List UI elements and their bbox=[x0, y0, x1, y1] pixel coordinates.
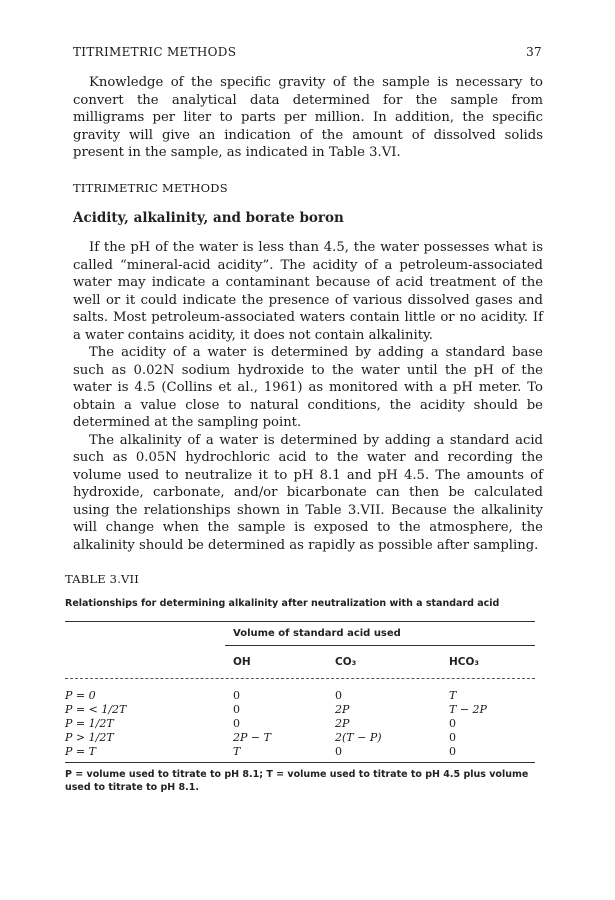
table-cell-hco3: 0 bbox=[449, 745, 456, 758]
section-heading: TITRIMETRIC METHODS bbox=[73, 181, 228, 195]
table-cell-co3: 0 bbox=[335, 689, 342, 702]
paragraph: The acidity of a water is determined by adding a standard base such as 0.02N sodium hydroxide to the water until the pH of the water is 4.5 (Collins et al., 1961) as monitored with a pH meter. To obtain a value close to natural conditions, the acidity should be determined at the sampling point. bbox=[73, 345, 543, 430]
table-cell-oh: 2P − T bbox=[233, 731, 271, 744]
paragraph: The alkalinity of a water is determined by adding a standard acid such as 0.05N hydrochloric acid to the water and recording the volume used to neutralize it to pH 8.1 and pH 4.5. The amounts of hydroxide, carbonate, and/or bicarbonate can then be calculated using the relationships shown in Table 3.VII. Because the alkalinity will change when the sample is exposed to the atmosphere, the alkalinity should be determined as rapidly as possible after sampling. bbox=[73, 432, 543, 553]
table-cell-hco3: T bbox=[449, 689, 457, 702]
table-footnote: P = volume used to titrate to pH 8.1; T = volume used to titrate to pH 4.5 plus volume used to titrate to pH 8.1. bbox=[65, 769, 529, 793]
subsection-heading: Acidity, alkalinity, and borate boron bbox=[73, 210, 344, 226]
running-head-title: TITRIMETRIC METHODS bbox=[73, 45, 237, 59]
column-header-hco3: HCO₃ bbox=[449, 656, 480, 668]
spanner-rule bbox=[225, 645, 535, 646]
table-cell-oh: 0 bbox=[233, 703, 240, 716]
table-label: TABLE 3.VII bbox=[65, 572, 140, 586]
paragraph: If the pH of the water is less than 4.5, the water possesses what is called “mineral-acid acidity”. The acidity of a petroleum-associated water may indicate a contaminant because of acid treatment of the well or it could indicate the presence of various dissolved gases and salts. Most petroleum-associated waters contain little or no acidity. If a water contains acidity, it does not contain alkalinity. bbox=[73, 240, 543, 343]
intro-section bbox=[73, 74, 543, 162]
column-header-co3: CO₃ bbox=[335, 656, 357, 668]
table-cell-hco3: T − 2P bbox=[449, 703, 487, 716]
table-cell-condition: P > 1/2T bbox=[65, 731, 114, 744]
table-cell-hco3: 0 bbox=[449, 731, 456, 744]
table-cell-condition: P = T bbox=[65, 745, 96, 758]
intro-paragraph: Knowledge of the specific gravity of the sample is necessary to convert the analytical data determined for the sample from milligrams per liter to parts per million. In addition, the specific gravity will give an indication of the amount of dissolved solids present in the sample, as indicated in Table 3.VI. bbox=[73, 75, 543, 160]
page-number: 37 bbox=[526, 45, 542, 59]
table-cell-condition: P = 0 bbox=[65, 689, 96, 702]
table-cell-oh: 0 bbox=[233, 689, 240, 702]
table-bottom-rule bbox=[65, 762, 535, 763]
table-cell-co3: 2P bbox=[335, 703, 350, 716]
table-cell-co3: 0 bbox=[335, 745, 342, 758]
table-cell-hco3: 0 bbox=[449, 717, 456, 730]
table-caption: Relationships for determining alkalinity after neutralization with a standard acid bbox=[65, 598, 500, 609]
table-spanner-heading: Volume of standard acid used bbox=[233, 628, 401, 639]
table-cell-co3: 2P bbox=[335, 717, 350, 730]
column-header-oh: OH bbox=[233, 656, 251, 668]
table-cell-condition: P = 1/2T bbox=[65, 717, 114, 730]
table-cell-co3: 2(T − P) bbox=[335, 731, 382, 744]
header-bottom-rule bbox=[65, 678, 535, 679]
table-cell-oh: 0 bbox=[233, 717, 240, 730]
table-cell-oh: T bbox=[233, 745, 241, 758]
table-cell-condition: P = < 1/2T bbox=[65, 703, 127, 716]
main-text bbox=[73, 239, 543, 554]
table-top-rule bbox=[65, 621, 535, 622]
